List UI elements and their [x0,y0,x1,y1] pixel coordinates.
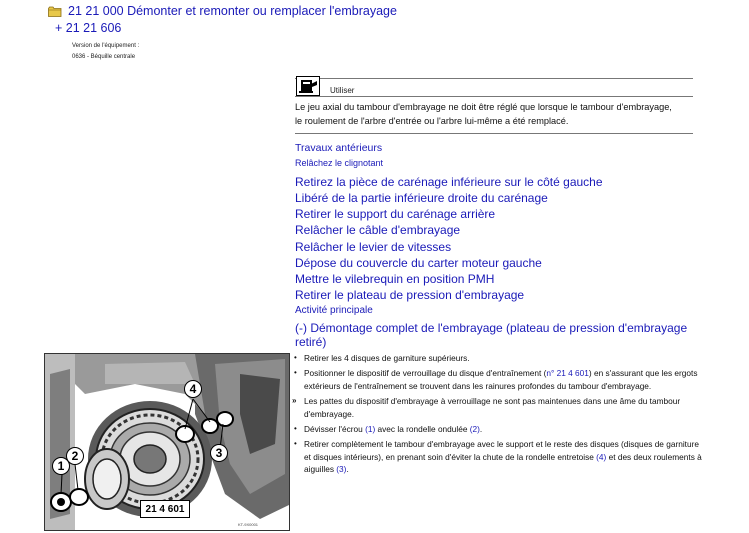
double-arrow-icon: » [292,396,297,406]
bullet-icon: • [294,439,297,449]
prior-work-link[interactable]: Relâcher le levier de vitesses [295,240,452,254]
prior-work-link[interactable]: Mettre le vilebrequin en position PMH [295,272,495,286]
folder-icon [48,6,62,17]
main-step-title[interactable]: (-) Démontage complet de l'embrayage (plateau de pression d'embrayage retiré) [295,321,688,349]
main-activity-heading[interactable]: Activité principale [295,305,373,316]
note-bottom-rule [295,133,693,134]
instruction-item: • Positionner le dispositif de verrouillage du disque d'entraînement (n° 21 4 601) en s'assurant que les ergots extérieurs de l'entraînement se trouvent dans les rainures profondes du tambour d'embrayage. [294,368,698,391]
instruction-list [293,352,703,479]
tool-number-label: 21 4 601 [140,500,190,518]
bullet-icon: • [294,368,297,378]
note-text-line1: Le jeu axial du tambour d'embrayage ne doit être réglé que lorsque le tambour d'embrayage, [295,102,672,112]
bullet-icon: • [294,353,297,362]
prior-work-link[interactable]: Relâcher le câble d'embrayage [295,223,461,237]
prior-work-link[interactable]: Dépose du couvercle du carter moteur gauche [295,256,542,270]
document-subtitle[interactable]: + 21 21 606 [55,21,122,35]
note-label: Utiliser [330,86,355,95]
instruction-item: • Retirer les 4 disques de garniture supérieurs. [294,353,470,363]
prior-work-link[interactable]: Retirer le support du carénage arrière [295,207,496,221]
document-title[interactable]: 21 21 000 Démonter et remonter ou remplacer l'embrayage [68,4,397,18]
prior-work-sub[interactable]: Relâchez le clignotant [295,158,384,168]
callout-2: 2 [66,447,84,465]
note-mid-rule [295,96,693,97]
prior-work-link[interactable]: Libéré de la partie inférieure droite du carénage [295,191,548,205]
version-value: 0636 - Béquille centrale [72,54,136,60]
note-text [295,101,705,128]
callout-3: 3 [210,444,228,462]
figure-code: KT-9X0001 [238,522,259,527]
instruction-item: • Dévisser l'écrou (1) avec la rondelle ondulée (2). [294,424,483,435]
version-label: Version de l'équipement : [72,43,140,49]
clutch-illustration [44,353,290,531]
bullet-icon: • [294,424,297,434]
prior-work-heading[interactable]: Travaux antérieurs [295,142,383,154]
prior-work-link[interactable]: Retirez la pièce de carénage inférieure sur le côté gauche [295,175,603,189]
instruction-item: » Les pattes du dispositif d'embrayage à verrouillage ne sont pas maintenues dans une âme du tambour d'embrayage. [292,396,681,419]
callout-4: 4 [184,380,202,398]
part-reference-link[interactable]: (4) [596,451,607,462]
part-reference-link[interactable]: (2) [469,424,480,435]
tool-reference-link[interactable]: n° 21 4 601 [546,368,589,379]
instruction-item: • Retirer complètement le tambour d'embrayage avec le support et le reste des disques (disques de garniture et disques intérieurs), en prenant soin d'éviter la chute de la rondelle entretoise (4) et des deux roulements à aiguilles (3). [294,439,702,475]
part-reference-link[interactable]: (1) [365,424,376,435]
note-top-rule [295,78,693,79]
callout-1: 1 [52,457,70,475]
part-reference-link[interactable]: (3) [336,464,347,475]
note-text-line2: le roulement de l'arbre d'entrée ou l'arbre lui-même a été remplacé. [295,115,569,126]
prior-work-link[interactable]: Retirer le plateau de pression d'embrayage [295,288,525,302]
hand-note-icon [296,76,320,96]
